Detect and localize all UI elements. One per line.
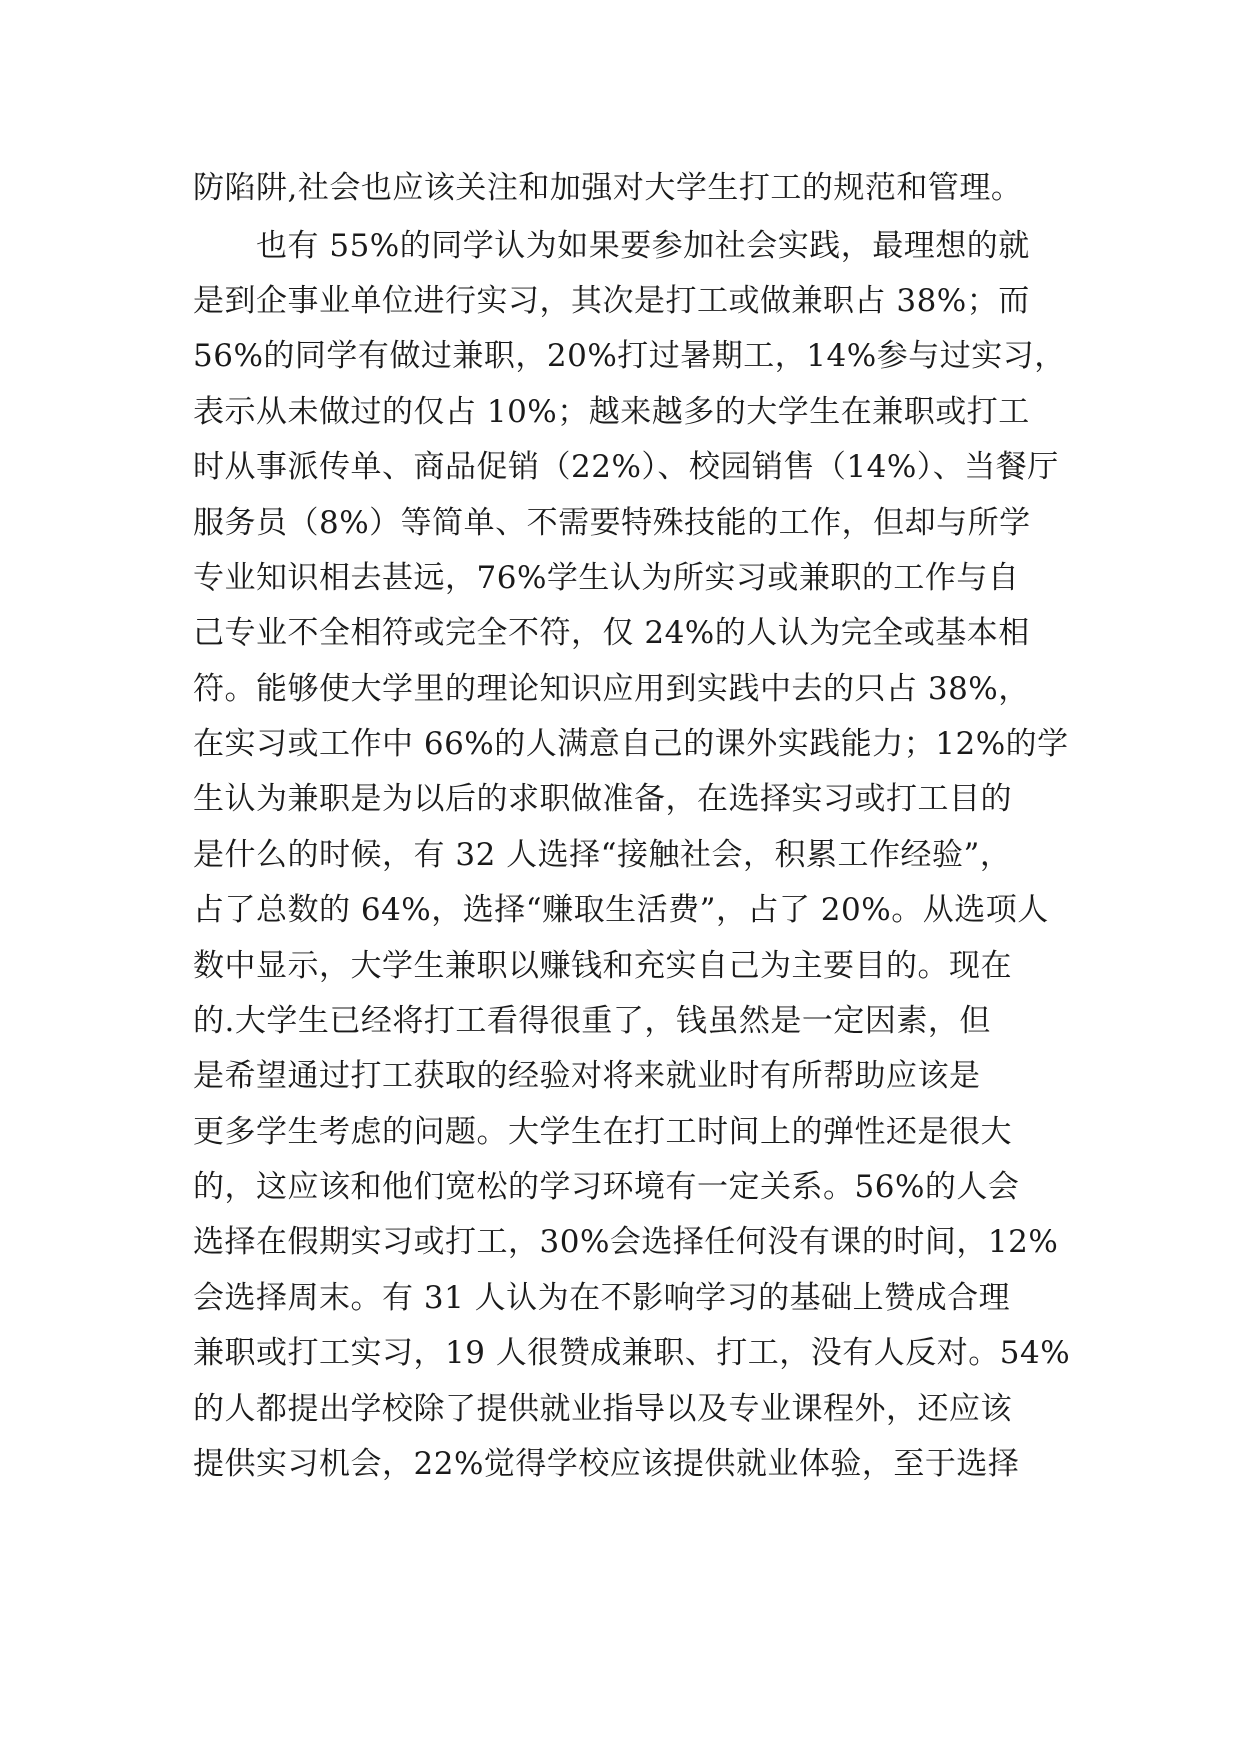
text-line: 服务员（8%）等简单、不需要特殊技能的工作，但却与所学 [193, 505, 1031, 541]
text-line: 防陷阱,社会也应该关注和加强对大学生打工的规范和管理。 [193, 170, 1023, 206]
text-line: 也有 55%的同学认为如果要参加社会实践，最理想的就 [193, 228, 1030, 264]
text-line: 56%的同学有做过兼职，20%打过暑期工，14%参与过实习， [193, 338, 1066, 374]
text-line: 数中显示，大学生兼职以赚钱和充实自己为主要目的。现在 [193, 948, 1012, 984]
text-line: 是什么的时候，有 32 人选择“接触社会，积累工作经验”， [193, 837, 1012, 873]
text-line: 的，这应该和他们宽松的学习环境有一定关系。56%的人会 [193, 1169, 1020, 1205]
text-line: 表示从未做过的仅占 10%；越来越多的大学生在兼职或打工 [193, 394, 1030, 430]
text-line: 在实习或工作中 66%的人满意自己的课外实践能力；12%的学 [193, 726, 1069, 762]
text-line: 兼职或打工实习，19 人很赞成兼职、打工，没有人反对。54% [193, 1335, 1071, 1371]
text-line: 选择在假期实习或打工，30%会选择任何没有课的时间，12% [193, 1224, 1059, 1260]
text-line: 提供实习机会，22%觉得学校应该提供就业体验，至于选择 [193, 1446, 1020, 1482]
text-line: 是希望通过打工获取的经验对将来就业时有所帮助应该是 [193, 1058, 981, 1094]
text-line: 是到企事业单位进行实习，其次是打工或做兼职占 38%；而 [193, 283, 1030, 319]
text-line: 占了总数的 64%，选择“赚取生活费”，占了 20%。从选项人 [193, 892, 1049, 928]
text-line: 符。能够使大学里的理论知识应用到实践中去的只占 38%， [193, 671, 1030, 707]
text-line: 更多学生考虑的问题。大学生在打工时间上的弹性还是很大 [193, 1114, 1012, 1150]
text-line: 生认为兼职是为以后的求职做准备，在选择实习或打工目的 [193, 781, 1012, 817]
text-line: 专业知识相去甚远，76%学生认为所实习或兼职的工作与自 [193, 560, 1020, 596]
text-line: 会选择周末。有 31 人认为在不影响学习的基础上赞成合理 [193, 1280, 1011, 1316]
text-line: 的人都提出学校除了提供就业指导以及专业课程外，还应该 [193, 1391, 1012, 1427]
text-line: 时从事派传单、商品促销（22%）、校园销售（14%）、当餐厅 [193, 449, 1059, 485]
text-line: 的.大学生已经将打工看得很重了，钱虽然是一定因素，但 [193, 1003, 991, 1039]
text-line: 己专业不全相符或完全不符，仅 24%的人认为完全或基本相 [193, 615, 1030, 651]
